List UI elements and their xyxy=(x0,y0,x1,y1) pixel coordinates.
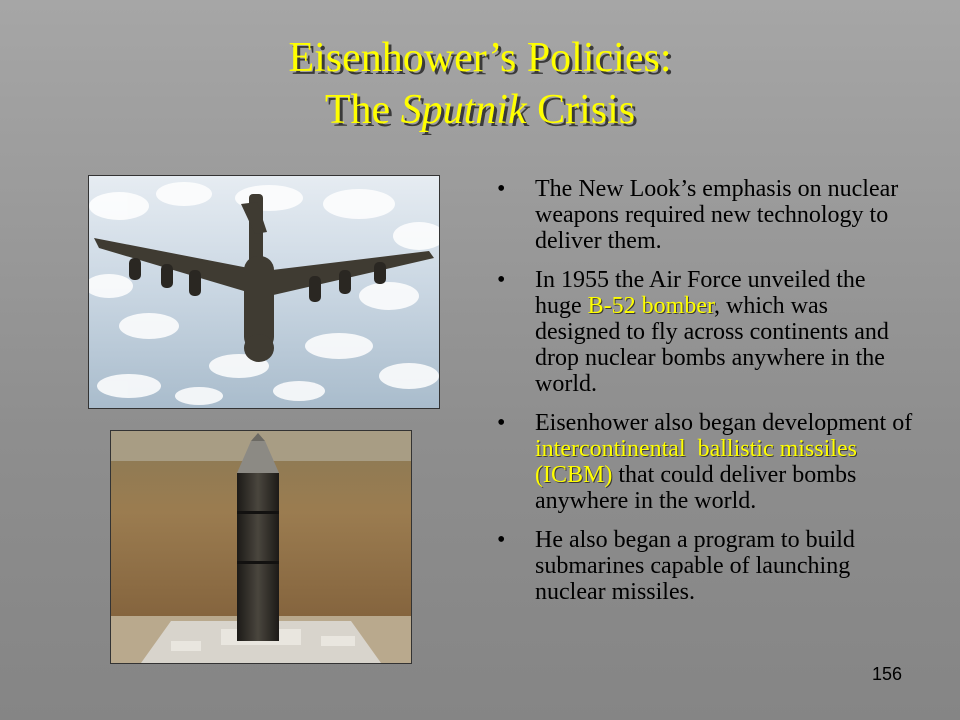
bullet-marker: • xyxy=(497,410,506,436)
bullet-marker: • xyxy=(497,267,506,293)
bullet-text-pre: In 1955 the Air Force unveiled the huge xyxy=(535,267,866,319)
bullet-text-post: , which was designed to fly across continents and drop nuclear bombs anywhere in the world. xyxy=(535,293,889,397)
bullet-text: The New Look’s emphasis on nuclear weapons required new technology to deliver them. xyxy=(535,176,899,254)
bullet-text-pre: Eisenhower also began development of xyxy=(535,410,913,436)
bullet-text: He also began a program to build submarines capable of launching nuclear missiles. xyxy=(535,527,855,605)
title-line-2 xyxy=(0,84,960,136)
highlight-b52: B-52 bomber xyxy=(587,293,715,319)
bullet-icbm xyxy=(497,410,917,514)
slide-title xyxy=(0,32,960,136)
bullet-text-post: that could deliver bombs anywhere in the world. xyxy=(535,462,857,514)
bullet-submarines xyxy=(497,527,917,605)
bullet-b52 xyxy=(497,267,917,397)
bullet-list xyxy=(497,176,917,618)
title-prefix: The xyxy=(324,87,401,133)
bullet-new-look xyxy=(497,176,917,254)
title-italic-word: Sputnik xyxy=(400,87,527,133)
title-line-1: Eisenhower’s Policies: xyxy=(288,35,672,81)
bullet-marker: • xyxy=(497,527,506,553)
title-suffix: Crisis xyxy=(526,87,636,133)
highlight-icbm: intercontinental ballistic missiles (ICBM) xyxy=(535,436,863,488)
page-number: 156 xyxy=(872,664,903,684)
b52-bomber-photo xyxy=(88,175,440,409)
icbm-missile-photo xyxy=(110,430,412,664)
bullet-marker: • xyxy=(497,176,506,202)
